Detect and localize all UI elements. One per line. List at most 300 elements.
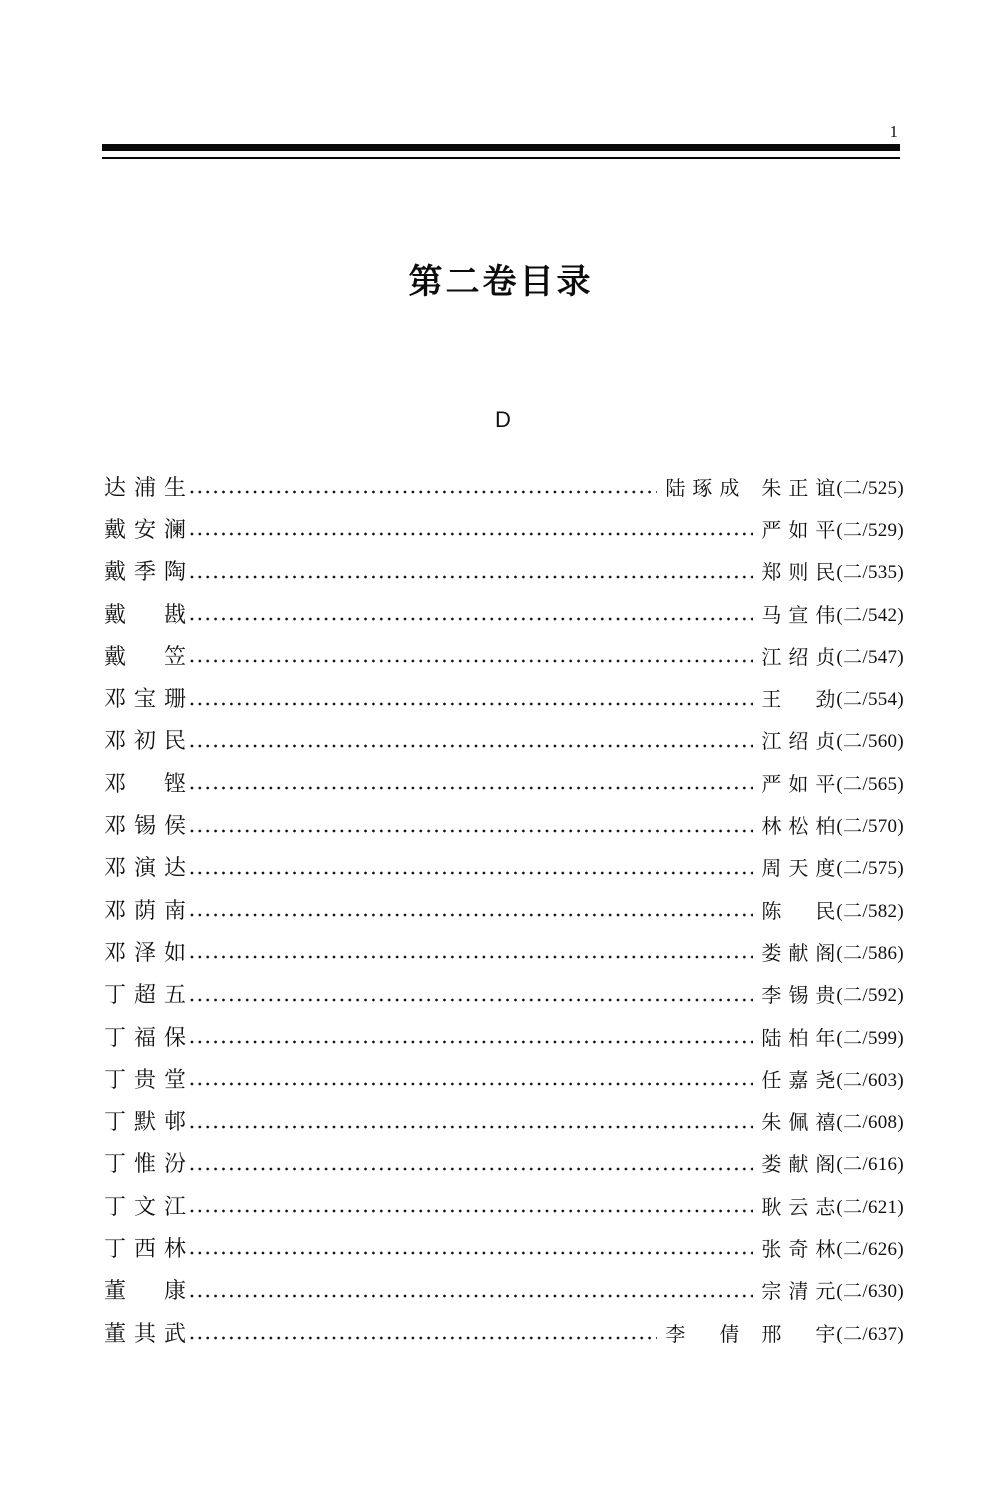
subject-char: 陶 [163,560,186,586]
separator: / [862,1027,868,1049]
subject-char: 宝 [133,687,156,713]
subject-char: 邓 [104,814,127,840]
author-char: 朱 [761,475,782,500]
subject-char: 文 [133,1194,156,1220]
author-char: 平 [815,771,836,796]
volume-number: 二 [843,985,863,1007]
volume-page-ref [836,642,904,669]
dot-leader [188,1194,753,1216]
toc-entry[interactable] [104,1057,904,1099]
paren-close: ) [897,1196,904,1218]
volume-page-ref [836,1276,904,1303]
volume-page-ref [836,726,904,753]
subject-char: 如 [163,940,186,966]
volume-number: 二 [843,773,863,795]
volume-number: 二 [843,1196,863,1218]
author-char: 如 [788,771,809,796]
toc-entry[interactable] [104,1184,904,1226]
entry-authors [757,641,904,670]
author-char: 谊 [815,475,836,500]
volume-page-ref [836,515,904,542]
author-char: 年 [815,1025,836,1050]
author-char: 张 [761,1236,782,1261]
paren-close: ) [897,731,904,753]
author-char: 则 [788,560,809,585]
toc-list [104,465,904,1353]
author-char: 琢 [692,475,713,500]
volume-number: 二 [843,1323,863,1345]
paren-open: ( [836,1196,844,1218]
paren-close: ) [897,689,904,711]
subject-char: 丁 [104,1194,127,1220]
dot-leader [188,687,753,709]
author-char: 贞 [815,644,836,669]
section-letter: D [495,407,511,432]
entry-authors [757,1106,904,1135]
page-number-ref: 560 [867,731,898,753]
author-char: 李 [665,1321,686,1346]
subject-char: 铿 [163,771,186,797]
author-char: 伟 [815,602,836,627]
author-char: 贞 [815,729,836,754]
author-name [761,1318,835,1347]
author-char: 奇 [788,1236,809,1261]
author-char: 林 [761,814,782,839]
volume-page-ref [836,1319,904,1346]
dot-leader [188,1110,753,1132]
author-char: 周 [761,856,782,881]
separator: / [862,1281,868,1303]
separator: / [862,942,868,964]
subject-char: 季 [133,560,156,586]
toc-entry[interactable] [104,761,904,803]
paren-close: ) [897,773,904,795]
author-char: 林 [815,1236,836,1261]
paren-close: ) [897,858,904,880]
page-number-ref: 621 [867,1196,898,1218]
separator: / [862,562,868,584]
author-char: 献 [788,940,809,965]
volume-page-ref [836,557,904,584]
page-number-ref: 570 [867,816,898,838]
author-char: 民 [815,898,836,923]
separator: / [862,731,868,753]
author-char: 朱 [761,1110,782,1135]
dot-leader [188,517,753,539]
page-number-ref: 637 [867,1323,898,1345]
subject-char: 康 [163,1279,186,1305]
subject-char: 邓 [104,729,127,755]
subject-char: 邓 [104,687,127,713]
volume-page-ref [836,1192,904,1219]
page-number-ref: 525 [867,477,898,499]
paren-open: ( [836,816,844,838]
paren-open: ( [836,985,844,1007]
entry-authors [757,810,904,839]
author-char: 阁 [815,1152,836,1177]
toc-entry[interactable] [104,1226,904,1268]
subject-char: 堂 [163,1067,186,1093]
entry-authors [757,979,904,1008]
subject-char: 民 [163,729,186,755]
entry-subject-name [104,513,186,544]
subject-char: 保 [163,1025,186,1051]
subject-char: 福 [133,1025,156,1051]
author-char: 志 [815,1194,836,1219]
author-char: 马 [761,602,782,627]
entry-subject-name [104,1190,186,1221]
toc-entry[interactable] [104,1311,904,1353]
subject-char: 丁 [104,1067,127,1093]
entry-subject-name [104,724,186,755]
toc-entry[interactable] [104,1142,904,1184]
volume-page-ref [836,896,904,923]
separator: / [862,858,868,880]
author-char: 娄 [761,940,782,965]
separator: / [862,1196,868,1218]
entry-subject-name [104,1147,186,1178]
separator: / [862,604,868,626]
author-char: 平 [815,517,836,542]
volume-number: 二 [843,1238,863,1260]
author-char: 阁 [815,940,836,965]
volume-number: 二 [843,1281,863,1303]
entry-authors [757,1191,904,1220]
entry-subject-name [104,555,186,586]
toc-entry[interactable] [104,803,904,845]
author-char: 尧 [815,1067,836,1092]
dot-leader [188,602,753,624]
volume-number: 二 [843,900,863,922]
separator: / [862,900,868,922]
subject-char: 贵 [133,1067,156,1093]
paren-open: ( [836,1069,844,1091]
subject-char: 锡 [133,814,156,840]
dot-leader [188,983,753,1005]
entry-subject-name [104,936,186,967]
subject-char: 默 [133,1110,156,1136]
volume-page-ref [836,980,904,1007]
volume-number: 二 [843,1112,863,1134]
dot-leader [188,856,753,878]
page-number-ref: 554 [867,689,898,711]
subject-char: 达 [163,856,186,882]
author-char: 锡 [788,983,809,1008]
entry-subject-name [104,598,186,629]
subject-char: 武 [163,1321,186,1347]
header-rule-thin [102,157,900,159]
subject-char: 丁 [104,1025,127,1051]
subject-char: 演 [133,856,156,882]
author-char: 清 [788,1279,809,1304]
dot-leader [188,814,753,836]
subject-char: 邓 [104,771,127,797]
page-number-ref: 582 [867,900,898,922]
toc-entry[interactable] [104,465,904,507]
volume-number: 二 [843,1154,863,1176]
subject-char: 董 [104,1279,127,1305]
paren-close: ) [897,1112,904,1134]
entry-authors [757,683,904,712]
subject-char: 戴 [104,602,127,628]
entry-subject-name [104,682,186,713]
entry-subject-name [104,640,186,671]
subject-char: 汾 [163,1152,186,1178]
entry-authors [757,725,904,754]
toc-entry[interactable] [104,676,904,718]
volume-number: 二 [843,942,863,964]
toc-entry[interactable] [104,592,904,634]
author-name [761,1064,835,1093]
author-char: 严 [761,517,782,542]
subject-char: 泽 [133,940,156,966]
author-char: 正 [788,475,809,500]
paren-close: ) [897,477,904,499]
toc-entry[interactable] [104,1099,904,1141]
paren-open: ( [836,1323,844,1345]
paren-open: ( [836,900,844,922]
author-char: 宇 [815,1321,836,1346]
author-name [761,725,835,754]
paren-close: ) [897,985,904,1007]
author-char: 劲 [815,687,836,712]
entry-subject-name [104,1105,186,1136]
paren-open: ( [836,477,844,499]
toc-entry[interactable] [104,973,904,1015]
author-name [761,979,835,1008]
paren-open: ( [836,1027,844,1049]
toc-entry[interactable] [104,507,904,549]
volume-number: 二 [843,858,863,880]
header-rule-thick [102,144,900,151]
volume-number: 二 [843,731,863,753]
dot-leader [188,475,657,497]
separator: / [862,1323,868,1345]
paren-open: ( [836,858,844,880]
author-char: 松 [788,814,809,839]
author-name [761,1191,835,1220]
entry-subject-name [104,894,186,925]
entry-authors [661,472,904,501]
page-title: 第二卷目录 [408,262,594,302]
page-number-ref: 603 [867,1069,898,1091]
separator: / [862,773,868,795]
page-number-ref: 599 [867,1027,898,1049]
paren-open: ( [836,604,844,626]
entry-authors [757,514,904,543]
paren-open: ( [836,562,844,584]
author-char: 郑 [761,560,782,585]
author-char: 江 [761,644,782,669]
subject-char: 江 [163,1194,186,1220]
separator: / [862,646,868,668]
subject-char: 其 [133,1321,156,1347]
paren-open: ( [836,1154,844,1176]
paren-close: ) [897,1154,904,1176]
volume-number: 二 [843,689,863,711]
page-number-ref: 592 [867,985,898,1007]
author-char: 宣 [788,602,809,627]
author-char: 献 [788,1152,809,1177]
volume-page-ref [836,1023,904,1050]
dot-leader [188,940,753,962]
paren-open: ( [836,519,844,541]
paren-open: ( [836,773,844,795]
toc-entry[interactable] [104,1269,904,1311]
volume-number: 二 [843,816,863,838]
author-char: 耿 [761,1194,782,1219]
toc-entry[interactable] [104,888,904,930]
page-number-ref: 626 [867,1238,898,1260]
subject-char: 邓 [104,898,127,924]
subject-char: 浦 [133,475,156,501]
paren-close: ) [897,604,904,626]
volume-number: 二 [843,604,863,626]
volume-number: 二 [843,1069,863,1091]
toc-entry[interactable] [104,1015,904,1057]
separator: / [862,519,868,541]
page-number-ref: 547 [867,646,898,668]
paren-close: ) [897,519,904,541]
dot-leader [188,560,753,582]
entry-authors [757,1148,904,1177]
author-name [665,472,739,501]
entry-authors [757,937,904,966]
subject-char: 达 [104,475,127,501]
volume-page-ref [836,1065,904,1092]
separator: / [862,1069,868,1091]
author-char: 娄 [761,1152,782,1177]
paren-open: ( [836,1238,844,1260]
subject-char: 初 [133,729,156,755]
paren-close: ) [897,1027,904,1049]
paren-close: ) [897,1281,904,1303]
author-name [761,1106,835,1135]
paren-close: ) [897,942,904,964]
entry-authors [757,895,904,924]
author-char: 王 [761,687,782,712]
author-char: 柏 [788,1025,809,1050]
author-char: 民 [815,560,836,585]
subject-char: 丁 [104,1152,127,1178]
entry-subject-name [104,809,186,840]
entry-subject-name [104,1274,186,1305]
entry-subject-name [104,471,186,502]
toc-entry[interactable] [104,719,904,761]
author-char: 天 [788,856,809,881]
volume-number: 二 [843,519,863,541]
author-char: 元 [815,1279,836,1304]
subject-char: 珊 [163,687,186,713]
entry-subject-name [104,978,186,1009]
paren-open: ( [836,1281,844,1303]
page-number-ref: 630 [867,1281,898,1303]
subject-char: 丁 [104,983,127,1009]
author-char: 江 [761,729,782,754]
subject-char: 超 [133,983,156,1009]
author-char: 绍 [788,644,809,669]
toc-entry[interactable] [104,550,904,592]
author-char: 任 [761,1067,782,1092]
subject-char: 西 [133,1236,156,1262]
separator: / [862,689,868,711]
separator: / [862,816,868,838]
dot-leader [188,1025,753,1047]
paren-close: ) [897,1238,904,1260]
entry-authors [661,1318,904,1347]
author-char: 邢 [761,1321,782,1346]
subject-char: 生 [163,475,186,501]
page-number-ref: 575 [867,858,898,880]
toc-entry[interactable] [104,930,904,972]
author-name [761,895,835,924]
volume-page-ref [836,811,904,838]
dot-leader [188,1321,657,1343]
entry-subject-name [104,1232,186,1263]
paren-close: ) [897,562,904,584]
author-name [665,1318,739,1347]
volume-number: 二 [843,477,863,499]
author-char: 嘉 [788,1067,809,1092]
entry-subject-name [104,1021,186,1052]
author-char: 陈 [761,898,782,923]
paren-open: ( [836,942,844,964]
volume-page-ref [836,938,904,965]
dot-leader [188,771,753,793]
volume-page-ref [836,769,904,796]
subject-char: 董 [104,1321,127,1347]
volume-page-ref [836,600,904,627]
author-char: 宗 [761,1279,782,1304]
volume-number: 二 [843,1027,863,1049]
author-char: 如 [788,517,809,542]
author-char: 度 [815,856,836,881]
subject-char: 戴 [104,517,127,543]
subject-char: 戡 [163,602,186,628]
volume-page-ref [836,1234,904,1261]
dot-leader [188,898,753,920]
subject-char: 南 [163,898,186,924]
author-char: 柏 [815,814,836,839]
volume-page-ref [836,1149,904,1176]
entry-authors [757,1275,904,1304]
author-char: 绍 [788,729,809,754]
entry-authors [757,1064,904,1093]
author-name [761,1148,835,1177]
subject-char: 林 [163,1236,186,1262]
subject-char: 笠 [163,644,186,670]
author-name [761,599,835,628]
author-name [761,852,835,881]
entry-authors [757,1022,904,1051]
author-char: 倩 [719,1321,740,1346]
page-number-ref: 535 [867,562,898,584]
subject-char: 荫 [133,898,156,924]
page-number-ref: 616 [867,1154,898,1176]
author-char: 云 [788,1194,809,1219]
author-name [761,514,835,543]
subject-char: 邨 [163,1110,186,1136]
paren-close: ) [897,1323,904,1345]
entry-authors [757,599,904,628]
subject-char: 五 [163,983,186,1009]
toc-entry[interactable] [104,634,904,676]
author-name [761,810,835,839]
entry-authors [757,556,904,585]
subject-char: 丁 [104,1236,127,1262]
toc-entry[interactable] [104,846,904,888]
page-number-ref: 565 [867,773,898,795]
